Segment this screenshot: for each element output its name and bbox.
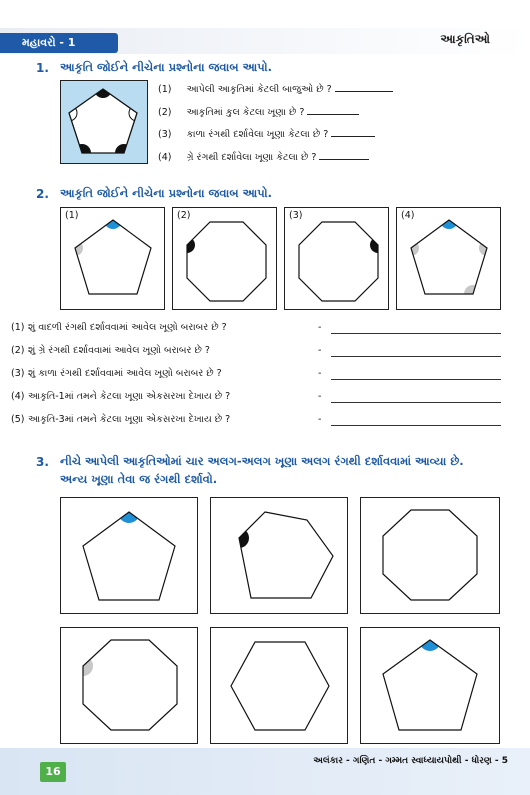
q1-item-3-number: (3) xyxy=(158,129,172,140)
q1-item-4 xyxy=(158,152,369,163)
q1-answer-4[interactable] xyxy=(319,159,369,160)
q1-figure xyxy=(60,80,148,164)
q3-number: 3. xyxy=(36,455,49,469)
q2-figure-4-label: (4) xyxy=(401,210,415,221)
q1-item-3 xyxy=(158,129,375,140)
q2-question-3: શું કાળા રંગથી દર્શાવવામાં આવેલ ખૂણો બરાબર છે ? xyxy=(28,368,222,379)
q2-answer-line-1[interactable] xyxy=(331,333,501,334)
q2-question-2-number: (2) xyxy=(11,345,25,356)
q2-question-1-number: (1) xyxy=(11,322,25,333)
q1-item-1 xyxy=(158,84,393,95)
chapter-title: આકૃતિઓ xyxy=(440,32,490,46)
q2-figure-2 xyxy=(172,207,277,310)
q1-number: 1. xyxy=(36,61,49,75)
q1-item-2-text: આકૃતિમાં કુલ કેટલા ખૂણા છે ? xyxy=(186,107,305,118)
q1-title: આકૃતિ જોઈને નીચેના પ્રશ્નોના જવાબ આપો. xyxy=(60,60,272,74)
q2-question-5: આકૃતિ-3માં તમને કેટલા ખૂણા એકસરખા દેખાય છે ? xyxy=(28,414,231,425)
q3-line-1: નીચે આપેલી આકૃતિઓમાં ચાર અલગ-અલગ ખૂણા અલગ રંગથી દર્શાવવામાં આવ્યા છે. xyxy=(60,454,464,468)
q3-line-2: અન્ય ખૂણા તેવા જ રંગથી દર્શાવો. xyxy=(60,472,218,486)
q3-figure-1 xyxy=(60,497,198,614)
q3-figure-5 xyxy=(210,627,348,744)
q2-figure-1 xyxy=(60,207,165,310)
q2-figure-3-label: (3) xyxy=(289,210,303,221)
q2-question-5-dash: - xyxy=(318,414,322,425)
q1-item-4-number: (4) xyxy=(158,152,172,163)
footer-book-title: અલંકાર - ગણિત - ગમ્મત સ્વાધ્યાયપોથી - ધોરણ - 5 xyxy=(313,756,508,766)
q2-answer-line-2[interactable] xyxy=(331,356,501,357)
q2-question-4-number: (4) xyxy=(11,391,25,402)
q2-number: 2. xyxy=(36,187,49,201)
q2-question-3-number: (3) xyxy=(11,368,25,379)
q3-figure-3 xyxy=(360,497,500,614)
q1-item-2 xyxy=(158,107,359,118)
q2-question-5-number: (5) xyxy=(11,414,25,425)
q2-title: આકૃતિ જોઈને નીચેના પ્રશ્નોના જવાબ આપો. xyxy=(60,186,272,200)
q1-answer-2[interactable] xyxy=(307,114,359,115)
q3-figure-4 xyxy=(60,627,198,744)
q3-figure-6 xyxy=(360,627,500,744)
q2-question-1-dash: - xyxy=(318,322,322,333)
q2-question-1: શું વાદળી રંગથી દર્શાવવામાં આવેલ ખૂણો બરાબર છે ? xyxy=(28,322,227,333)
q1-answer-1[interactable] xyxy=(335,91,393,92)
q1-answer-3[interactable] xyxy=(331,136,375,137)
q2-question-4-dash: - xyxy=(318,391,322,402)
q2-figure-3 xyxy=(284,207,389,310)
q2-answer-line-5[interactable] xyxy=(331,425,501,426)
q2-question-2: શું ગ્રે રંગથી દર્શાવવામાં આવેલ ખૂણો બરાબર છે ? xyxy=(28,345,210,356)
page-number: 16 xyxy=(40,762,66,782)
q1-item-1-text: આપેલી આકૃતિમાં કેટલી બાજુઓ છે ? xyxy=(186,84,332,95)
q2-figure-2-label: (2) xyxy=(177,210,191,221)
q2-figure-4 xyxy=(396,207,501,310)
q1-item-4-text: ગ્રે રંગથી દર્શાવેલા ખૂણા કેટલા છે ? xyxy=(186,152,317,163)
q2-figure-1-label: (1) xyxy=(65,210,79,221)
q2-question-3-dash: - xyxy=(318,368,322,379)
q2-answer-line-3[interactable] xyxy=(331,379,501,380)
q1-item-2-number: (2) xyxy=(158,107,172,118)
q2-answer-line-4[interactable] xyxy=(331,402,501,403)
q2-question-2-dash: - xyxy=(318,345,322,356)
q1-item-3-text: કાળા રંગથી દર્શાવેલા ખૂણા કેટલા છે ? xyxy=(186,129,329,140)
q2-question-4: આકૃતિ-1માં તમને કેટલા ખૂણા એકસરખા દેખાય છે ? xyxy=(28,391,231,402)
q1-item-1-number: (1) xyxy=(158,84,172,95)
q3-figure-2 xyxy=(210,497,348,614)
exercise-tag: મહાવરો - 1 xyxy=(0,33,118,53)
